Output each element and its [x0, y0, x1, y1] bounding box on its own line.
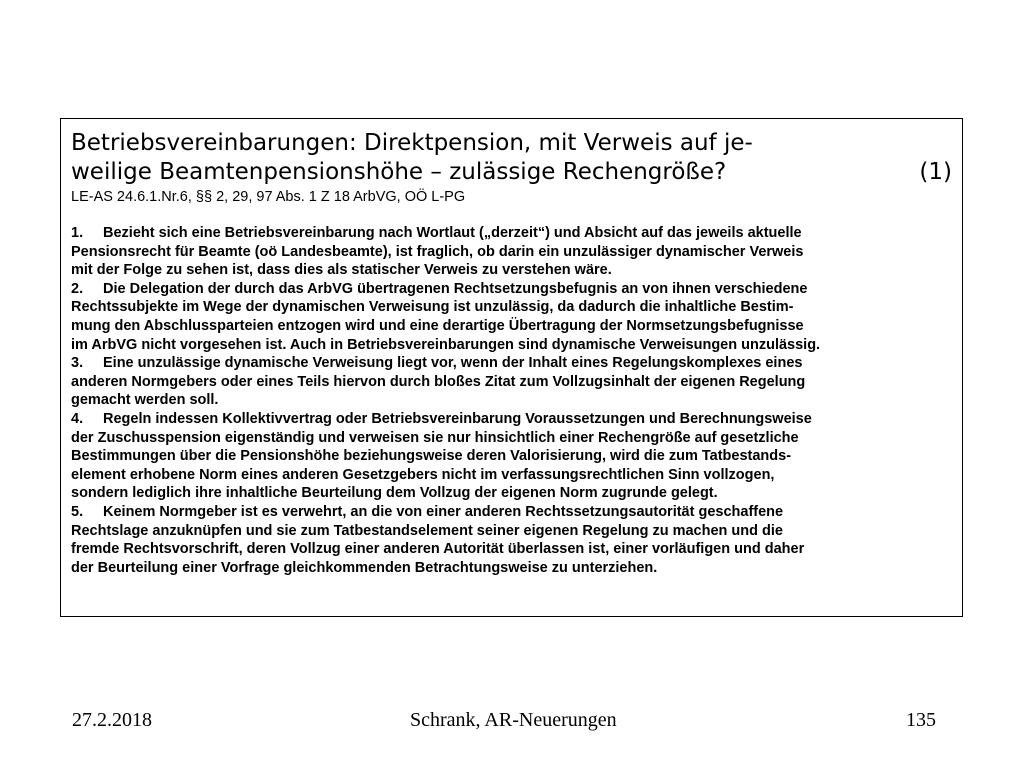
point-text: Rechtslage anzuknüpfen und sie zum Tatbestandselement seiner eigenen Regelung zu machen und die — [71, 522, 783, 539]
point-text: im ArbVG nicht vorgesehen ist. Auch in Betriebsvereinbarungen sind dynamische Verweisungen unzulässig. — [71, 336, 821, 353]
point-item — [71, 503, 952, 577]
point-line — [71, 261, 952, 280]
footer-date: 27.2.2018 — [72, 709, 152, 731]
slide-title — [71, 129, 952, 187]
point-line — [71, 522, 952, 541]
point-line — [71, 503, 952, 522]
point-line — [71, 317, 952, 336]
point-text: der Beurteilung einer Vorfrage gleichkommenden Betrachtungsweise zu unterziehen. — [71, 559, 658, 576]
point-text: Die Delegation der durch das ArbVG übertragenen Rechtsetzungsbefugnis an von ihnen verschiedene — [103, 280, 808, 297]
point-line — [71, 559, 952, 578]
point-text: fremde Rechtsvorschrift, deren Vollzug einer anderen Autorität überlassen ist, einer vorläufigen und daher — [71, 541, 805, 558]
spacer — [71, 206, 952, 224]
footer-page-number: 135 — [906, 709, 936, 731]
footer-title: Schrank, AR-Neuerungen — [410, 709, 617, 731]
point-text: Rechtssubjekte im Wege der dynamischen Verweisung ist unzulässig, da dadurch die inhaltliche Bestim- — [71, 299, 794, 316]
point-text: Keinem Normgeber ist es verwehrt, an die von einer anderen Rechtssetzungsautorität geschaffene — [103, 503, 784, 520]
point-line — [71, 224, 952, 243]
point-number: 1. — [71, 225, 84, 241]
point-number: 5. — [71, 503, 84, 520]
title-line-2: weilige Beamtenpensionshöhe – zulässige Rechengröße? — [71, 159, 727, 185]
point-number: 3. — [71, 355, 84, 372]
point-text: Bestimmungen über die Pensionshöhe beziehungsweise deren Valorisierung, wird die zum Tatbestands- — [71, 448, 792, 465]
point-text: sondern lediglich ihre inhaltliche Beurteilung dem Vollzug der eigenen Norm zugrunde gelegt. — [71, 485, 718, 502]
point-line — [71, 298, 952, 317]
point-number: 2. — [71, 280, 84, 297]
point-line — [71, 429, 952, 448]
point-item — [71, 224, 952, 280]
point-line — [71, 243, 952, 262]
point-line — [71, 373, 952, 392]
point-line — [71, 391, 952, 410]
point-line — [71, 410, 952, 429]
point-text: Bezieht sich eine Betriebsvereinbarung nach Wortlaut („derzeit“) und Absicht auf das jeweils aktuelle — [103, 225, 802, 241]
point-line — [71, 484, 952, 503]
point-item — [71, 410, 952, 503]
points-list — [71, 224, 952, 577]
point-line — [71, 354, 952, 373]
point-text: der Zuschusspension eigenständig und verweisen sie nur hinsichtlich einer Rechengröße auf gesetzliche — [71, 429, 799, 446]
point-text: Regeln indessen Kollektivvertrag oder Betriebsvereinbarung Voraussetzungen und Berechnungsweise — [103, 410, 812, 427]
point-item — [71, 280, 952, 354]
point-item — [71, 354, 952, 410]
point-line — [71, 466, 952, 485]
point-text: Pensionsrecht für Beamte (oö Landesbeamte), ist fraglich, ob darin ein unzulässiger dynamischer Verweis — [71, 243, 804, 260]
point-text: gemacht werden soll. — [71, 392, 219, 409]
title-marker: (1) — [919, 159, 952, 185]
legal-reference: LE-AS 24.6.1.Nr.6, §§ 2, 29, 97 Abs. 1 Z 18 ArbVG, OÖ L-PG — [71, 189, 466, 205]
point-text: mit der Folge zu sehen ist, dass dies als statischer Verweis zu verstehen wäre. — [71, 262, 612, 279]
point-text: mung den Abschlussparteien entzogen wird und eine derartige Übertragung der Normsetzungsbefugnisse — [71, 317, 804, 334]
point-text: anderen Normgebers oder eines Teils hiervon durch bloßes Zitat zum Vollzugsinhalt der eigenen Regelung — [71, 373, 806, 390]
title-line-1: Betriebsvereinbarungen: Direktpension, mit Verweis auf je- — [71, 130, 753, 156]
point-line — [71, 336, 952, 355]
point-number: 4. — [71, 410, 84, 427]
content-box — [60, 118, 963, 617]
title-line-2-wrapper — [71, 158, 952, 187]
point-line — [71, 540, 952, 559]
point-text: Eine unzulässige dynamische Verweisung liegt vor, wenn der Inhalt eines Regelungskomplexes eines — [103, 355, 803, 372]
point-text: element erhobene Norm eines anderen Gesetzgebers nicht im verfassungsrechtlichen Sinn vollzogen, — [71, 466, 775, 483]
point-line — [71, 447, 952, 466]
point-line — [71, 280, 952, 299]
